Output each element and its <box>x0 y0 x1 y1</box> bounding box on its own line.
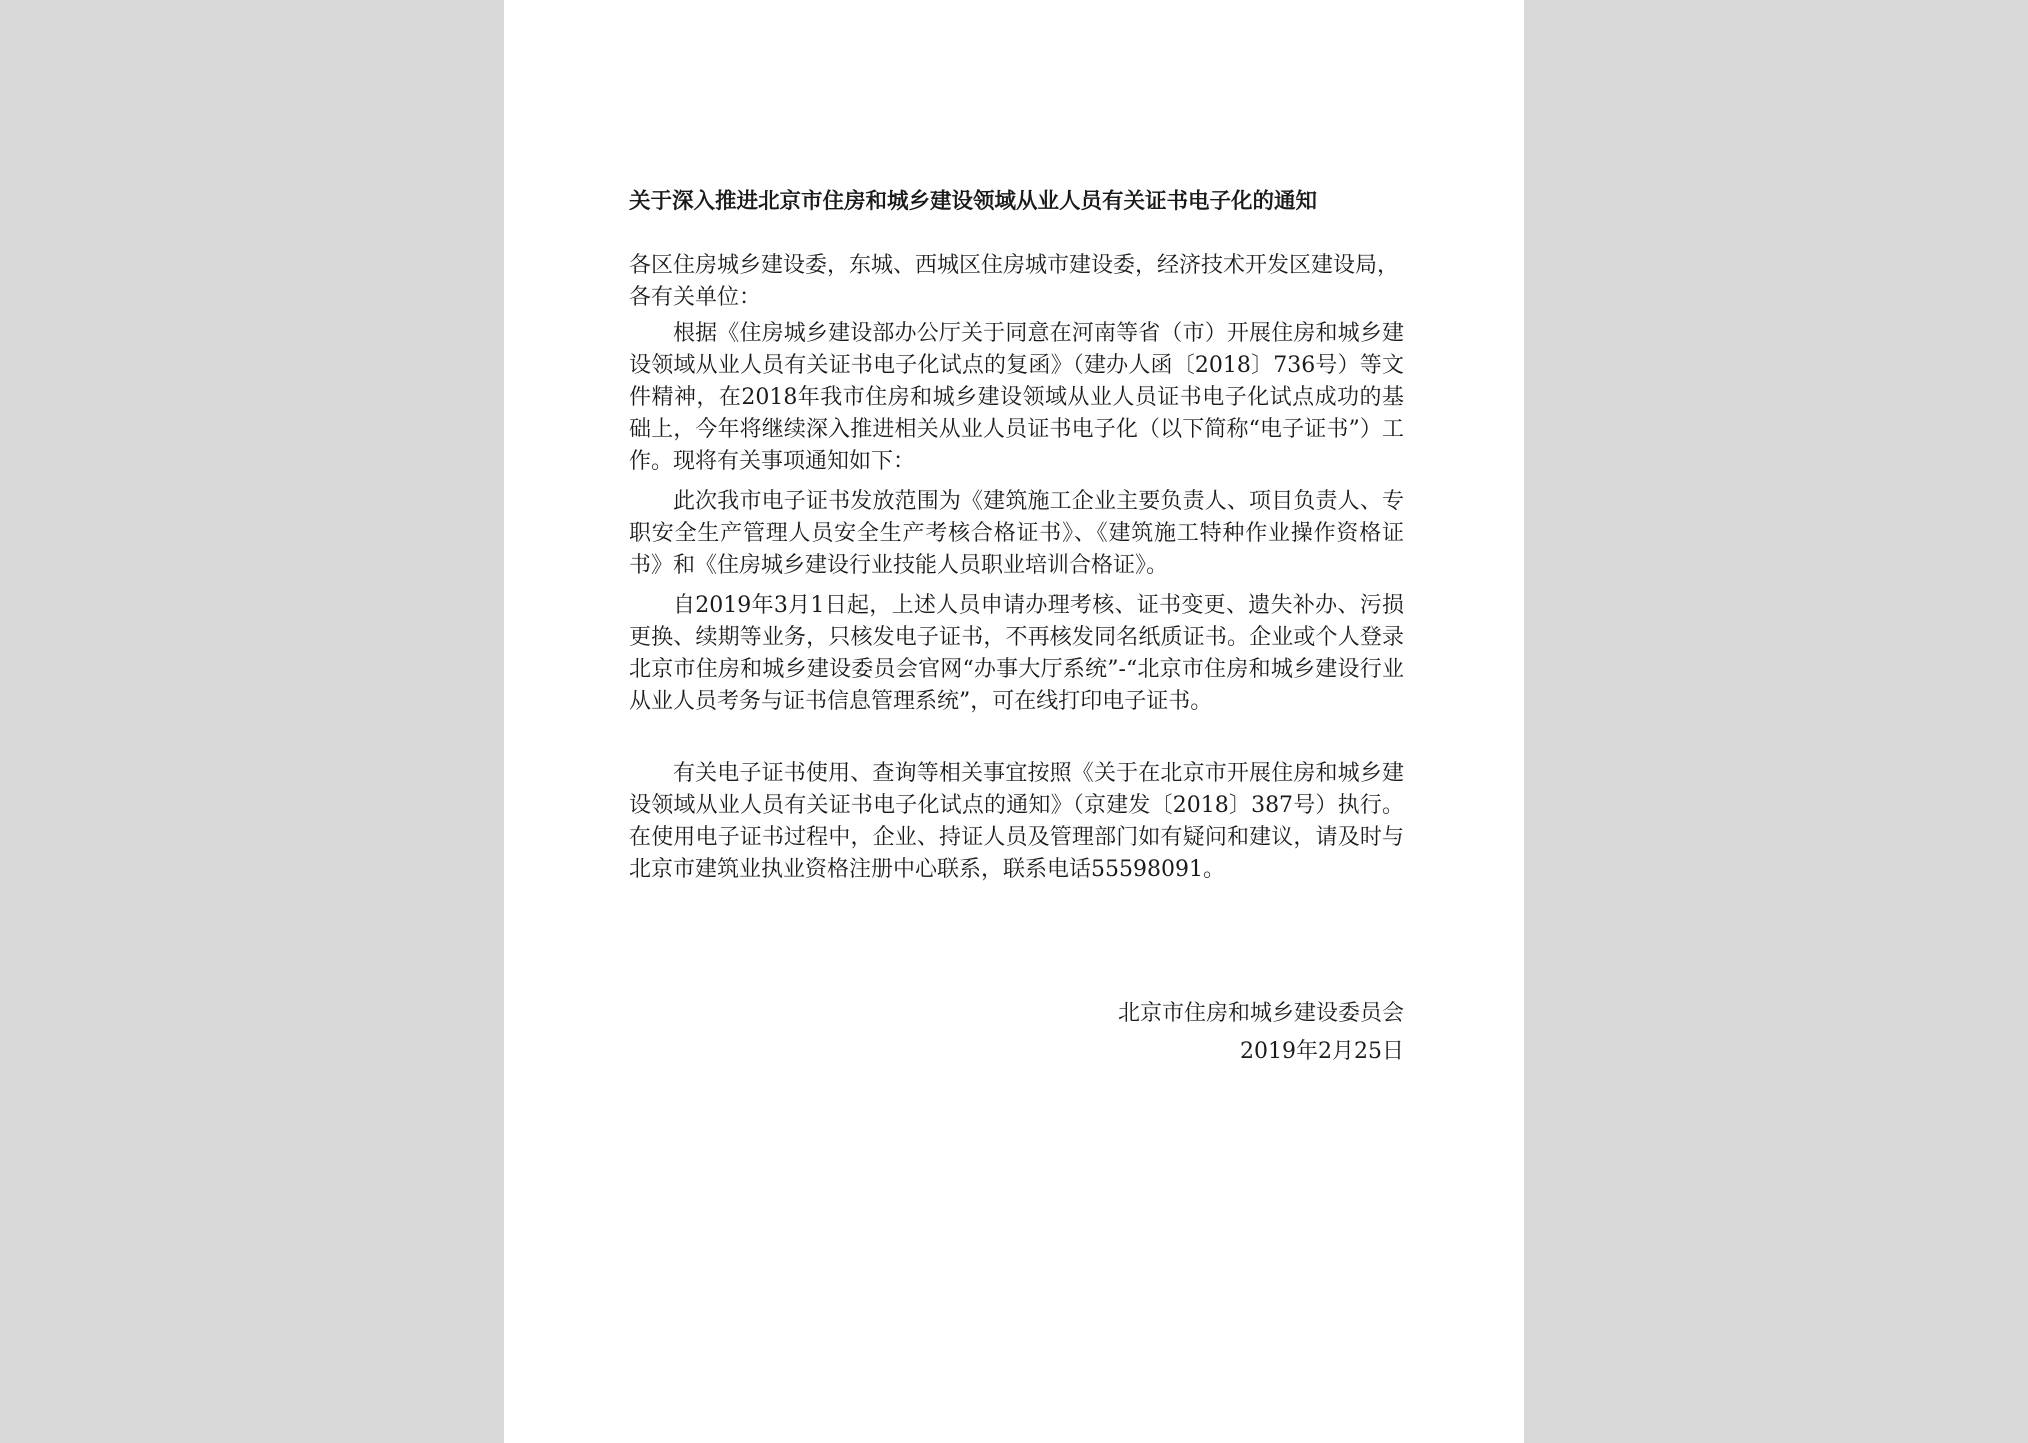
paragraph-2: 此次我市电子证书发放范围为《建筑施工企业主要负责人、项目负责人、专职安全生产管理人员安全生产考核合格证书》、《建筑施工特种作业操作资格证书》和《住房城乡建设行业技能人员职业培训合格证》。 <box>629 489 1404 578</box>
document-page <box>504 0 1524 1443</box>
paragraph-3: 自2019年3月1日起，上述人员申请办理考核、证书变更、遗失补办、污损更换、续期等业务，只核发电子证书，不再核发同名纸质证书。企业或个人登录北京市住房和城乡建设委员会官网“办事大厅系统”-“北京市住房和城乡建设行业从业人员考务与证书信息管理系统”，可在线打印电子证书。 <box>629 593 1404 714</box>
document-title: 关于深入推进北京市住房和城乡建设领域从业人员有关证书电子化的通知 <box>629 189 1318 214</box>
issue-date: 2019年2月25日 <box>1240 1039 1404 1064</box>
issuer-signature: 北京市住房和城乡建设委员会 <box>1117 1001 1404 1026</box>
paragraph-4: 有关电子证书使用、查询等相关事宜按照《关于在北京市开展住房和城乡建设领域从业人员有关证书电子化试点的通知》（京建发〔2018〕387号）执行。在使用电子证书过程中，企业、持证人员及管理部门如有疑问和建议，请及时与北京市建筑业执业资格注册中心联系，联系电话55598091。 <box>629 761 1404 882</box>
salutation: 各区住房城乡建设委，东城、西城区住房城市建设委，经济技术开发区建设局，各有关单位： <box>629 253 1400 310</box>
paragraph-1: 根据《住房城乡建设部办公厅关于同意在河南等省（市）开展住房和城乡建设领域从业人员有关证书电子化试点的复函》（建办人函〔2018〕736号）等文件精神，在2018年我市住房和城乡建设领域从业人员证书电子化试点成功的基础上，今年将继续深入推进相关从业人员证书电子化（以下简称“电子证书”）工作。现将有关事项通知如下： <box>629 321 1404 474</box>
